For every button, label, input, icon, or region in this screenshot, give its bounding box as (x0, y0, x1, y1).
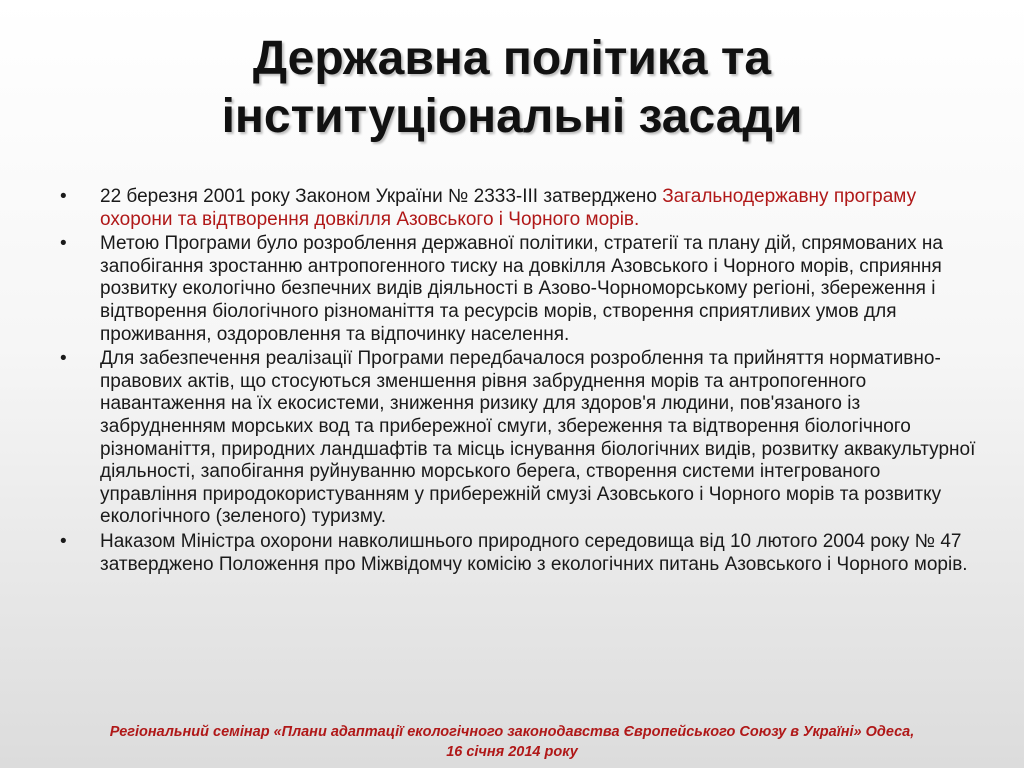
footer-line-1: Регіональний семінар «Плани адаптації екологічного законодавства Європейського Союзу в Україні» Одеса, (109, 724, 915, 740)
bullet-marker: • (60, 348, 67, 370)
footer-seminar-caption (20, 722, 1004, 762)
bullet-marker: • (60, 233, 67, 255)
title-line-1: Державна політика та (252, 32, 772, 85)
slide-title (60, 30, 964, 146)
footer-line-2: 16 січня 2014 року (446, 744, 578, 760)
bullet-text: Метою Програми було розроблення державної політики, стратегії та плану дій, спрямованих на запобігання зростанню антропогенного тиску на довкілля Азовського і Чорного морів, сприяння розвитку екологічно безпечних видів діяльності в Азово-Чорноморському регіоні, збереження і відтворення біологічного різноманіття та ресурсів морів, створення сприятливих умов для проживання, оздоровлення та відпочинку населення. (100, 233, 943, 345)
bullet-text: Для забезпечення реалізації Програми передбачалося розроблення та прийняття нормативно-правових актів, що стосуються зменшення рівня забруднення морів та антропогенного навантаження на їх екосистеми, зниження ризику для здоров'я людини, пов'язаного із забрудненням морських вод та прибережної смуги, збереження та відтворення біологічного різноманіття, природних ландшафтів та місць існування біологічних видів, розвитку аквакультурної діяльності, запобігання руйнуванню морського берега, створення системи інтегрованого управління природокористуванням у прибережній смузі Азовського і Чорного морів та розвитку екологічного (зеленого) туризму. (100, 348, 976, 528)
bullet-item-program-approval (60, 186, 976, 231)
program-name-highlight: Загальнодержавну програму охорони та відтворення довкілля Азовського і Чорного морів. (100, 186, 917, 230)
bullet-text: 22 березня 2001 року Законом України № 2333-III затверджено (100, 186, 663, 207)
bullet-item-ministry-order (60, 531, 976, 576)
bullet-item-program-goal (60, 233, 976, 346)
bullet-list (60, 186, 976, 578)
bullet-marker: • (60, 530, 67, 552)
bullet-text: Наказом Міністра охорони навколишнього природного середовища від 10 лютого 2004 року № 47 затверджено Положення про Міжвідомчу комісію з екологічних питань Азовського і Чорного морів. (100, 530, 968, 575)
bullet-marker: • (60, 186, 67, 207)
bullet-item-implementation (60, 348, 976, 529)
title-line-2: інституціональні засади (221, 90, 803, 143)
